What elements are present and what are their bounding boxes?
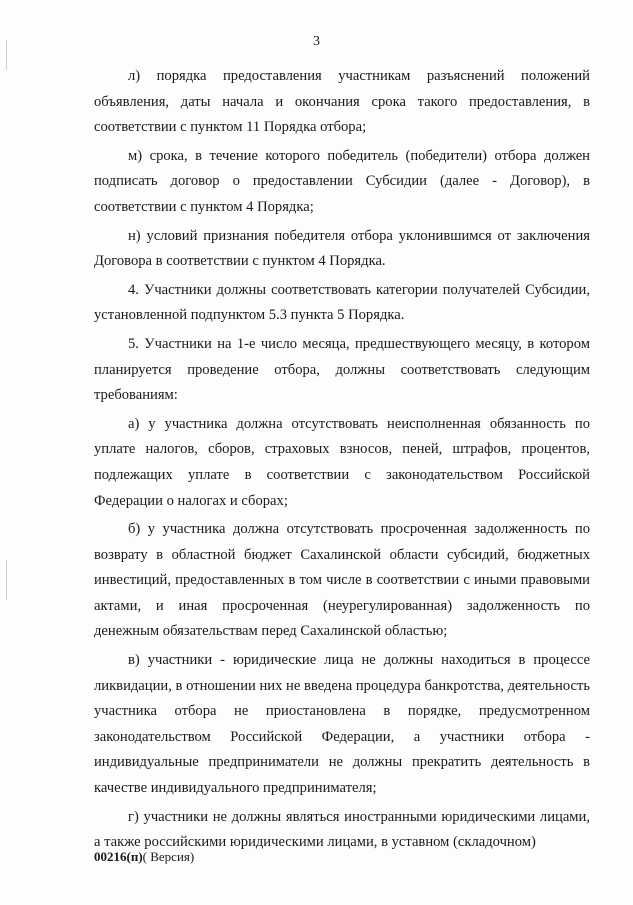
- scan-edge-mark: [6, 560, 7, 600]
- paragraph-a: а) у участника должна отсутствовать неисполненная обязанность по уплате налогов, сборов, страховых взносов, пеней, штрафов, процентов, подлежащих уплате в соответствии с законодательством Российской Федерации о налогах и сборах;: [94, 415, 590, 509]
- paragraph-5: 5. Участники на 1-е число месяца, предшествующего месяцу, в котором планируется проведение отбора, должны соответствовать следующим требованиям:: [94, 335, 590, 404]
- document-body: [94, 64, 590, 859]
- document-code: 00216(п): [94, 849, 143, 864]
- paragraph-b: б) у участника должна отсутствовать просроченная задолженность по возврату в областной бюджет Сахалинской области субсидий, бюджетных инвестиций, предоставленных в том числе в соответствии с иными правовыми актами, и иная просроченная (неурегулированная) задолженность по денежным обязательствам перед Сахалинской областью;: [94, 521, 590, 640]
- document-version: ( Версия): [142, 849, 195, 864]
- paragraph-l: л) порядка предоставления участникам разъяснений положений объявления, даты начала и окончания срока такого предоставления, в соответствии с пунктом 11 Порядка отбора;: [94, 68, 590, 136]
- paragraph-v: в) участники - юридические лица не должны находиться в процессе ликвидации, в отношении них не введена процедура банкротства, деятельность участника отбора не приостановлена в порядке, предусмотренном законодательством Российской Федерации, а участники отбора - индивидуальные предприниматели не должны прекратить деятельность в качестве индивидуального предпринимателя;: [94, 652, 590, 797]
- paragraph-4: 4. Участники должны соответствовать категории получателей Субсидии, установленной подпунктом 5.3 пункта 5 Порядка.: [94, 281, 590, 324]
- page-number: 3: [313, 34, 320, 49]
- document-footer: [94, 849, 194, 865]
- paragraph-m: м) срока, в течение которого победитель (победители) отбора должен подписать договор о предоставлении Субсидии (далее - Договор), в соответствии с пунктом 4 Порядка;: [94, 147, 590, 215]
- paragraph-n: н) условий признания победителя отбора уклонившимся от заключения Договора в соответствии с пунктом 4 Порядка.: [94, 227, 590, 270]
- paragraph-g: г) участники не должны являться иностранными юридическими лицами, а также российскими юридическими лицами, в уставном (складочном): [94, 808, 590, 851]
